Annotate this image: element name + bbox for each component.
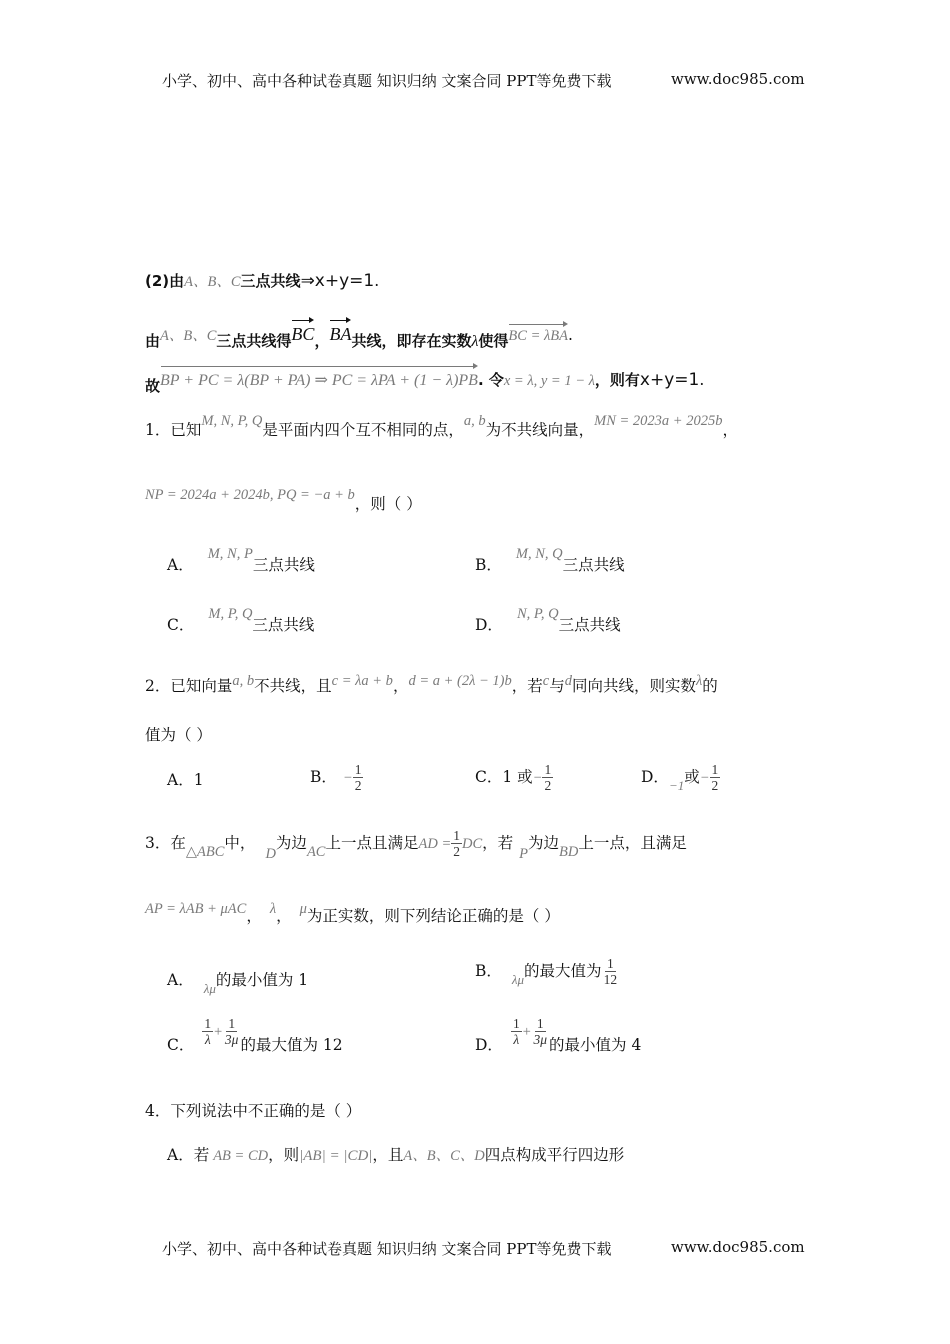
q3-option-a[interactable]: A． $_{\lambda\mu}$的最小值为 1 [167,971,309,996]
q3-option-d[interactable]: D． $\frac{1}{\lambda}$ + $\frac{1}{3\mu}$ 的最小值为 4 [475,1016,642,1054]
footer-text: 小学、初中、高中各种试卷真题 知识归纳 文案合同 PPT等免费下载 [162,1240,612,1258]
q1-option-d[interactable]: D．N, P, Q三点共线 [475,606,621,634]
formula-bc-lambda-ba: BC = λBA [508,322,568,345]
q3-option-b[interactable]: B． $_{\lambda\mu}$的最大值为 $\frac{1}{12}$ [475,956,618,987]
header-text: 小学、初中、高中各种试卷真题 知识归纳 文案合同 PPT等免费下载 [162,72,612,90]
footer-site-link[interactable]: www.doc985.com [671,1238,805,1256]
q3-option-c[interactable]: C． $\frac{1}{\lambda}$ + $\frac{1}{3\mu}$ 的最大值为 12 [167,1016,343,1054]
q4-option-a[interactable]: A．若 AB = CD，则|AB| = |CD|，且A、B、C、D四点构成平行四边形 [167,1146,625,1164]
vector-ba: BA [329,318,351,345]
explain-line-2: 由A、B、C三点共线得BC，BA共线，即存在实数λ使得BC = λBA. [145,318,573,351]
q3-stem-line-1: 3．在△ABC中，D为边AC上一点且满足AD = $\frac{1}{2}$ DC，若P为边BD上一点，且满足 [145,828,687,862]
q2-option-c[interactable]: C．1 或− $\frac{1}{2}$ [475,762,552,793]
q2-stem-line-1: 2．已知向量a, b不共线，且c = λa + b，d = a + (2λ − 1)b，若c与d同向共线，则实数λ的 [145,673,718,695]
vector-bc: BC [291,318,314,345]
q1-option-a[interactable]: A．M, N, P三点共线 [167,546,315,574]
formula-vector-relation: BP + PC = λ(BP + PA) ⇒ PC = λPA + (1 − λ)PB [160,364,478,390]
q4-stem: 4．下列说法中不正确的是（ ） [145,1102,362,1120]
header-site-link[interactable]: www.doc985.com [671,70,805,88]
q1-option-b[interactable]: B．M, N, Q三点共线 [475,546,625,574]
q1-stem-line-2: NP = 2024a + 2024b, PQ = −a + b，则（ ） [145,487,422,513]
explain-line-1: (2)由A、B、C三点共线⇒x+y=1. [145,271,380,291]
q2-option-b[interactable]: B． − $\frac{1}{2}$ [310,762,362,793]
explain-line-3: 故BP + PC = λ(BP + PA) ⇒ PC = λPA + (1 − λ)PB. 令x = λ, y = 1 − λ，则有x+y=1. [145,364,704,396]
q2-stem-line-2: 值为（ ） [145,726,212,744]
q3-stem-line-2: AP = λAB + μAC， λ， μ为正实数，则下列结论正确的是（ ） [145,901,560,925]
q1-stem-line-1: 1．已知M, N, P, Q是平面内四个互不相同的点，a, b为不共线向量，MN = 2023a + 2025b， [145,413,738,439]
q2-option-d[interactable]: D．$_{-1}$或− $\frac{1}{2}$ [641,762,719,793]
q2-option-a[interactable]: A．1 [167,771,204,789]
q1-option-c[interactable]: C．M, P, Q三点共线 [167,606,315,634]
